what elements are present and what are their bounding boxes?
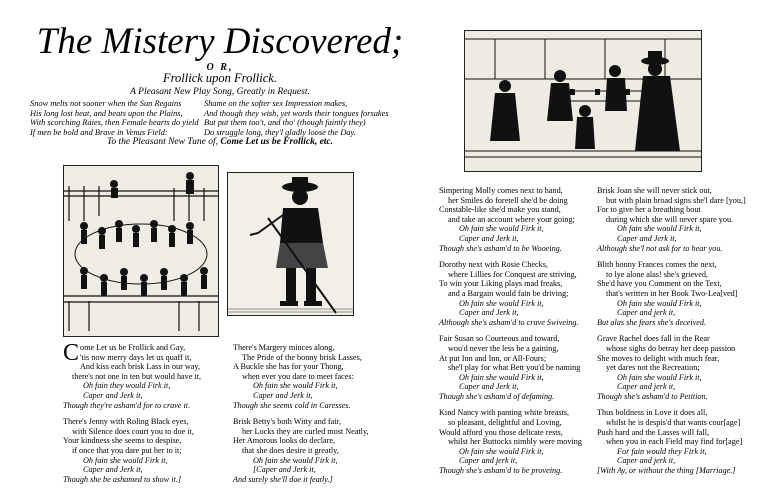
verse-line: Fair Susan so Courteous and toward, [439, 334, 560, 344]
refrain-line: Caper and Jerk it, [459, 233, 519, 243]
intro-line: Snow melts not sooner when the Sun Regains [30, 99, 182, 108]
verse-line: and a Bargain would fain be driving; [448, 288, 569, 298]
verse-line: that she does desire it greatly, [242, 445, 339, 455]
stanza [233, 417, 369, 484]
verse-line: For to give her a breathing bout [597, 205, 701, 215]
refrain-line: But alas she fears she's deceived. [597, 317, 707, 327]
refrain-line: Caper and Jerk it, [459, 308, 519, 318]
refrain-line: Oh fain she would Firk it, [459, 298, 544, 308]
refrain-line: Caper and jerk it, [617, 382, 676, 392]
verse-line: yet dares not the Recreation; [606, 363, 700, 373]
verse-line: if once that you dare put her to it; [72, 445, 182, 455]
verse-line: A Buckle she has for your Thong, [233, 362, 344, 372]
intro-line: If men be bold and Brave in Venus Field: [30, 127, 168, 137]
verse-line: but with plain broad signs she'l dare [you,] [606, 195, 746, 205]
verse-column-2 [233, 343, 369, 491]
verse-line: Simpering Molly comes next to hand, [439, 186, 563, 195]
intro-verse-left [30, 99, 220, 137]
verse-line: she'l play for what Bett you'd be naming [448, 363, 581, 373]
intro-line: Do struggle long, they'l gladly loose the Day. [204, 127, 356, 137]
tune-name: Come Let us be Frollick, etc. [220, 137, 334, 147]
verse-line: with Silence does court you to doe it, [72, 426, 194, 436]
intro-verse-right [204, 99, 394, 137]
refrain-line: And surely she'll doe it featly.] [233, 474, 333, 484]
verse-line: There's Margery minces along, [233, 343, 335, 352]
verse-line: where Lillies for Conquest are striving, [448, 269, 577, 279]
verse-line: She moves to delight with much fear, [597, 353, 720, 363]
refrain-line: Caper and Jerk it, [83, 465, 143, 475]
refrain-line: Caper and Jerk it, [253, 390, 313, 400]
refrain-line: Though they're asham'd for to crave it. [63, 400, 191, 410]
stanza [439, 186, 582, 253]
tune-line [30, 137, 410, 147]
stanza [439, 260, 582, 327]
dancers-woodcut [63, 165, 219, 337]
ballad-description: A Pleasant New Play Song, Greatly in Request. [130, 87, 310, 97]
verse-line: There's Jenny with Roling Black eyes, [63, 417, 189, 427]
refrain-line: Though she seems cold in Caresses. [233, 400, 351, 410]
refrain-line: Although she's asham'd to crave Swiveing. [439, 317, 579, 327]
verse-line: The Pride of the bonny brisk Lasses, [242, 352, 362, 362]
verse-line: Your kindness she seems to despise, [63, 436, 182, 446]
verse-line: To win your Liking plays mad freaks, [439, 279, 563, 289]
tune-prefix: To the Pleasant New Tune of, [106, 137, 218, 147]
verse-line: during which she will never spare you. [606, 214, 734, 224]
intro-line: His long lost heat, and beats upon the Plains, [30, 108, 183, 118]
or-line: O R, [206, 62, 234, 73]
refrain-line: Oh fain she would Firk it, [617, 372, 702, 382]
intro-line: And though they wish, yet words their tongues forsakes [204, 108, 389, 118]
intro-line: With scorching Raies, then Female hearts do yield [30, 118, 199, 128]
refrain-line: Oh fain she would Firk it, [617, 298, 702, 308]
verse-line: her Smiles do foretell she'd be doing [448, 195, 568, 205]
verse-line: whose sighs do betray her deep passion [606, 343, 736, 353]
refrain-line: Though she's asham'd to be Wooeing. [439, 243, 562, 253]
refrain-line: Caper and Jerk it, [617, 233, 677, 243]
refrain-line: For fain would they Firk it, [617, 446, 707, 456]
stanza [439, 408, 582, 475]
refrain-line: Oh fain she would Firk it, [617, 224, 702, 234]
refrain-line: Oh fain she would Firk it, [83, 455, 168, 465]
verse-line: Brisk Betty's both Witty and fair, [233, 417, 342, 427]
stanza [597, 408, 746, 475]
verse-line: Blith bonny Frances comes the next, [597, 260, 717, 270]
verse-line: Would afford you those delicate rests, [439, 427, 563, 437]
refrain-line: Although she'l not ask for to hear you. [597, 243, 723, 253]
verse-line: when you in each Field may find for[age] [606, 437, 743, 447]
refrain-line: Oh fain she would Firk it, [253, 381, 338, 391]
verse-line: And kiss each brisk Lass in our way, [80, 362, 201, 372]
verse-line: that's written in her Book Two-Lea[ved] [606, 288, 738, 298]
refrain-line: Oh fain she would Firk it, [459, 224, 544, 234]
verse-line: At put Inn and Inn, or All-Fours; [439, 353, 547, 363]
refrain-line: Caper and jerk it, [459, 456, 518, 466]
verse-line: Constable-like she'd make you stand, [439, 205, 561, 215]
verse-line: to lye alone alas! she's grieved, [606, 269, 708, 279]
refrain-line: Oh fain they would Firk it, [83, 381, 171, 391]
verse-column-3 [439, 186, 582, 483]
verse-line: whilst he is despis'd that wants cour[age] [606, 418, 741, 428]
intro-line: But put them too't, and tho' (though faintly they) [204, 118, 366, 128]
verse-line: Thus boldness in Love it does all, [597, 408, 708, 418]
verse-line: ome Let us be Frollick and Gay, [80, 343, 186, 352]
refrain-line: Though she's asham'd to Petition. [597, 391, 708, 401]
refrain-line: Caper and jerk it, [617, 308, 676, 318]
stanza [597, 260, 746, 327]
refrain-line: [Caper and Jerk it, [253, 465, 316, 475]
stanza [597, 186, 746, 253]
verse-line: Kind Nancy with panting white breasts, [439, 408, 570, 418]
verse-column-4 [597, 186, 746, 483]
verse-line: and take an account where your going; [448, 214, 575, 224]
refrain-line: Caper and Jerk it, [83, 390, 143, 400]
refrain-line: [With Ay, or without the thing [Marriage.] [597, 466, 736, 476]
ballad-title: The Mistery Discovered; [36, 21, 404, 62]
verse-line: her Locks they are curled most Neatly, [242, 426, 369, 436]
stanza [63, 340, 202, 410]
verse-line: 'tis now merry days let us quaff it, [80, 352, 192, 362]
stanza [439, 334, 582, 401]
verse-line: so pleasant, delightful and Loving, [448, 418, 562, 428]
drop-cap: C [63, 340, 80, 366]
verse-line: Brisk Joan she will never stick out, [597, 186, 712, 195]
refrain-line: Though she's asham'd of defaming. [439, 391, 555, 401]
stanza [233, 343, 369, 410]
refrain-line: Oh fain she would Firk it, [459, 372, 544, 382]
refrain-line: Though she's asham'd to be proveing. [439, 466, 563, 476]
tavern-woodcut [464, 30, 702, 172]
man-woodcut [227, 172, 354, 316]
stanza [597, 334, 746, 401]
refrain-line: Though she be ashamed to show it.] [63, 474, 182, 484]
refrain-line: Oh fain she would Firk it, [459, 446, 544, 456]
verse-line: wou'd never the less be a gaining, [448, 343, 559, 353]
verse-line: Push hard and the Lasses will fall, [597, 427, 710, 437]
verse-line: whilst her Buttocks nimbly were moving [448, 437, 582, 447]
verse-line: when ever you dare to meet faces: [242, 371, 354, 381]
verse-line: Her Amorous looks do declare, [233, 436, 336, 446]
intro-line: Shame on the softer sex Impression makes, [204, 99, 348, 108]
refrain-line: Oh fain she would Firk it, [253, 455, 338, 465]
ballad-subtitle: Frollick upon Frollick. [163, 71, 277, 85]
verse-line: She'd have you Comment on the Text, [597, 279, 722, 289]
stanza [63, 417, 201, 484]
verse-column-1 [63, 340, 202, 491]
verse-line: there's not one in ten but would have it, [72, 371, 202, 381]
refrain-line: Caper and jerk it, [617, 456, 676, 466]
refrain-line: Caper and Jerk it, [459, 382, 519, 392]
verse-line: Dorothy next with Rosie Checks, [439, 260, 548, 270]
verse-line: Grave Rachel does fall in the Rear [597, 334, 710, 344]
